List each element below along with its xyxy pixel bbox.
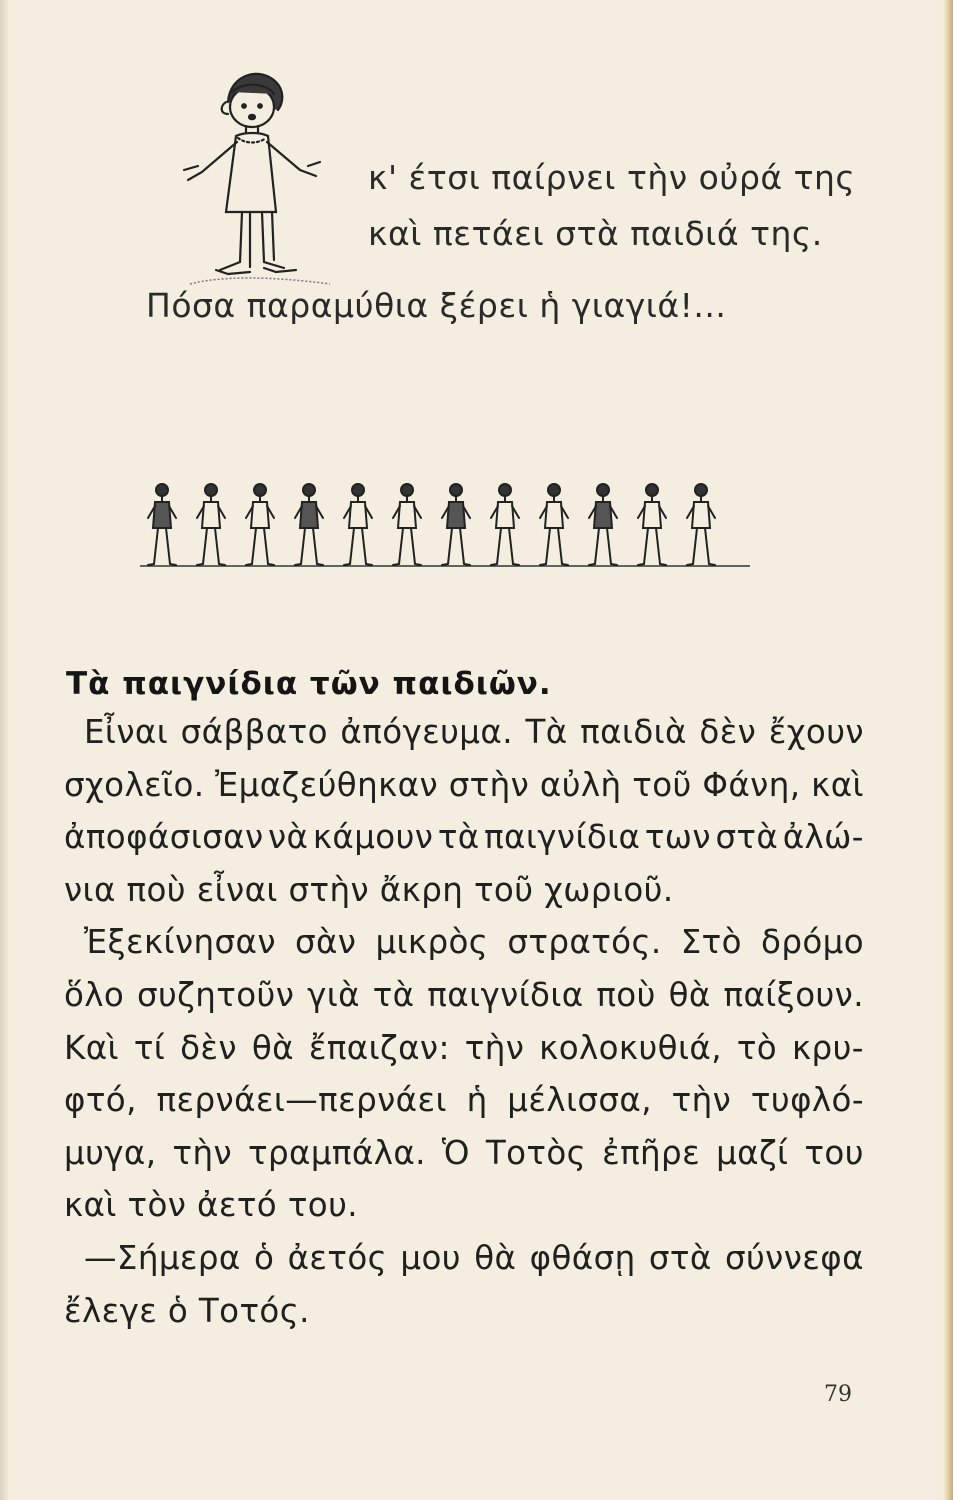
text-line: φτό, περνάει—περνάει ἡ μέλισσα, τὴν τυφλό- <box>64 1081 864 1120</box>
text-line: —Σήμερα ὁ ἀετός μου θὰ φθάσῃ στὰ σύννεφα <box>84 1238 864 1277</box>
child-figure <box>197 484 225 565</box>
text-line: νια ποὺ εἶναι στὴν ἄκρη τοῦ χωριοῦ. <box>64 870 674 909</box>
child-figure <box>491 484 519 565</box>
exclamation-line: Πόσα παραμύθια ξέρει ἡ γιαγιά!... <box>146 286 727 325</box>
text-line: Εἶναι σάββατο ἀπόγευμα. Τὰ παιδιὰ δὲν ἔχουν <box>84 713 864 751</box>
child-figure <box>246 484 274 565</box>
page-gutter <box>0 0 8 1500</box>
child-figure <box>442 484 470 565</box>
child-figure <box>344 484 372 565</box>
text-line: σχολεῖο. Ἐμαζεύθηκαν στὴν αὐλὴ τοῦ Φάνη, καὶ <box>64 765 864 804</box>
text-line: καὶ τὸν ἀετό του. <box>64 1186 358 1225</box>
text-line: ἔλεγε ὁ Τοτός. <box>64 1291 310 1330</box>
text-line: Ἐξεκίνησαν σὰν μικρὸς στρατός. Στὸ δρόμο <box>84 923 864 962</box>
page-edge <box>943 0 953 1500</box>
verse-line-2: καὶ πετάει στὰ παιδιά της. <box>368 214 823 253</box>
girl-illustration <box>180 62 340 297</box>
child-figure <box>148 484 176 565</box>
body-paragraphs <box>64 706 864 1337</box>
section-heading: Τὰ παιγνίδια τῶν παιδιῶν. <box>66 666 552 702</box>
child-figure <box>589 484 617 565</box>
text-line: Καὶ τί δὲν θὰ ἔπαιζαν: τὴν κολοκυθιά, τὸ κρυ- <box>64 1028 864 1067</box>
text-line: ἀποφάσισαν νὰ κάμουν τὰ παιγνίδια των στὰ ἀλώ- <box>64 818 864 857</box>
verse-line-1: κ' έτσι παίρνει τὴν οὐρά της <box>368 158 856 197</box>
child-figure <box>687 484 715 565</box>
marching-children-illustration <box>140 478 760 578</box>
text-line: μυγα, τὴν τραμπάλα. Ὁ Τοτὸς ἐπῆρε μαζί του <box>64 1133 864 1172</box>
child-figure <box>638 484 666 565</box>
verse <box>368 150 855 262</box>
child-figure <box>393 484 421 565</box>
child-figure <box>540 484 568 565</box>
child-figure <box>295 484 323 565</box>
page-number: 79 <box>824 1382 852 1407</box>
text-line: ὅλο συζητοῦν γιὰ τὰ παιγνίδια ποὺ θὰ παίξουν. <box>64 975 864 1014</box>
